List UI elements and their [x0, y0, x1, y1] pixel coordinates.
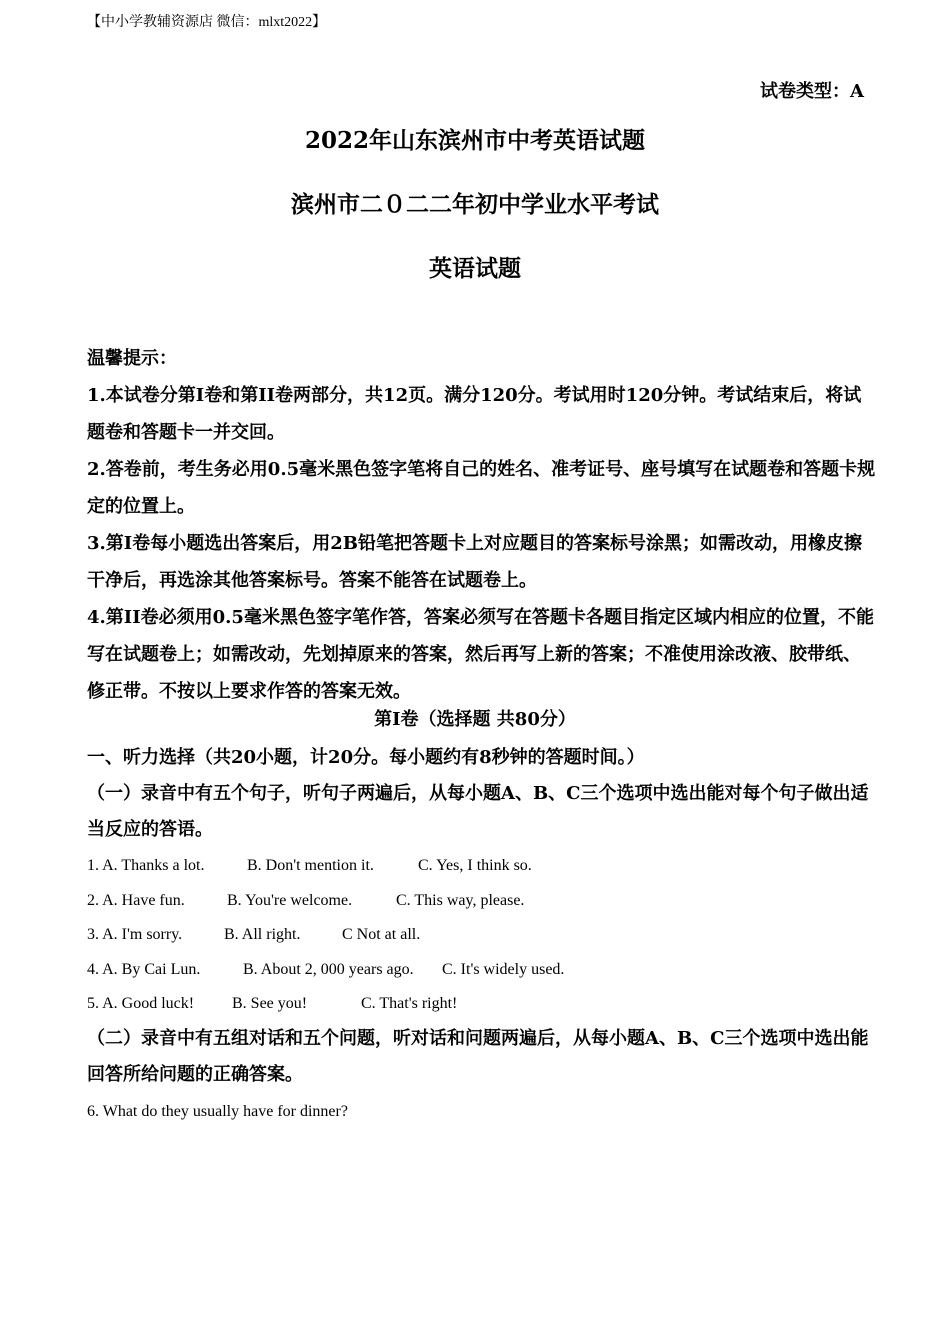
note-item: 1.本试卷分第I卷和第II卷两部分，共12页。满分120分。考试用时120分钟。考试结束后，将试题卷和答题卡一并交回。: [87, 385, 862, 443]
option-a: 2. A. Have fun.: [87, 891, 185, 909]
option-b: B. About 2, 000 years ago.: [243, 960, 414, 978]
notes-heading: 温馨提示：: [87, 348, 177, 369]
question-row: [87, 884, 877, 919]
exam-subtitle: 滨州市二０二二年初中学业水平考试: [291, 191, 659, 218]
sub2-block: [87, 1021, 877, 1093]
option-c: C. It's widely used.: [442, 960, 565, 978]
option-a: 4. A. By Cai Lun.: [87, 960, 201, 978]
sub2-instruction: （二）录音中有五组对话和五个问题，听对话和问题两遍后，从每小题A、B、C三个选项中选出能回答所给问题的正确答案。: [87, 1028, 869, 1085]
question-list: [87, 849, 877, 1022]
option-b: B. All right.: [224, 926, 301, 943]
option-c: C Not at all.: [342, 926, 421, 943]
question-6: [87, 1095, 877, 1129]
question-row: [87, 849, 877, 884]
option-c: C. This way, please.: [396, 891, 525, 909]
option-a: 5. A. Good luck!: [87, 995, 195, 1012]
subject-title: 英语试题: [429, 255, 521, 282]
note-item: 4.第II卷必须用0.5毫米黑色签字笔作答，答案必须写在答题卡各题目指定区域内相应的位置，不能写在试题卷上；如需改动，先划掉原来的答案，然后再写上新的答案；不准使用涂改液、胶带纸、修正带。不按以上要求作答的答案无效。: [87, 607, 874, 702]
section-heading: 第I卷（选择题 共80分）: [374, 709, 576, 730]
option-b: B. You're welcome.: [227, 891, 353, 909]
option-b: B. Don't mention it.: [247, 857, 374, 874]
question-text: 6. What do they usually have for dinner?: [87, 1103, 348, 1120]
question-row: [87, 918, 877, 953]
option-a: 1. A. Thanks a lot.: [87, 857, 205, 874]
listening-part: [87, 740, 877, 848]
header-note: 【中小学教辅资源店 微信：mlxt2022】: [87, 15, 327, 30]
option-a: 3. A. I'm sorry.: [87, 926, 183, 943]
notes-section: [87, 340, 877, 710]
option-c: C. That's right!: [361, 995, 458, 1012]
option-b: B. See you!: [232, 995, 308, 1012]
part-title: 一、听力选择（共20小题，计20分。每小题约有8秒钟的答题时间。）: [87, 747, 645, 768]
note-item: 2.答卷前，考生务必用0.5毫米黑色签字笔将自己的姓名、准考证号、座号填写在试题卷和答题卡规定的位置上。: [87, 459, 876, 517]
paper-type: 试卷类型：A: [760, 81, 864, 102]
option-c: C. Yes, I think so.: [418, 857, 532, 874]
note-item: 3.第I卷每小题选出答案后，用2B铅笔把答题卡上对应题目的答案标号涂黑；如需改动，用橡皮擦干净后，再选涂其他答案标号。答案不能答在试题卷上。: [87, 533, 862, 591]
exam-title: 2022年山东滨州市中考英语试题: [304, 127, 645, 154]
sub1-instruction: （一）录音中有五个句子，听句子两遍后，从每小题A、B、C三个选项中选出能对每个句子做出适当反应的答语。: [87, 783, 869, 840]
question-row: [87, 987, 877, 1022]
question-row: [87, 953, 877, 988]
